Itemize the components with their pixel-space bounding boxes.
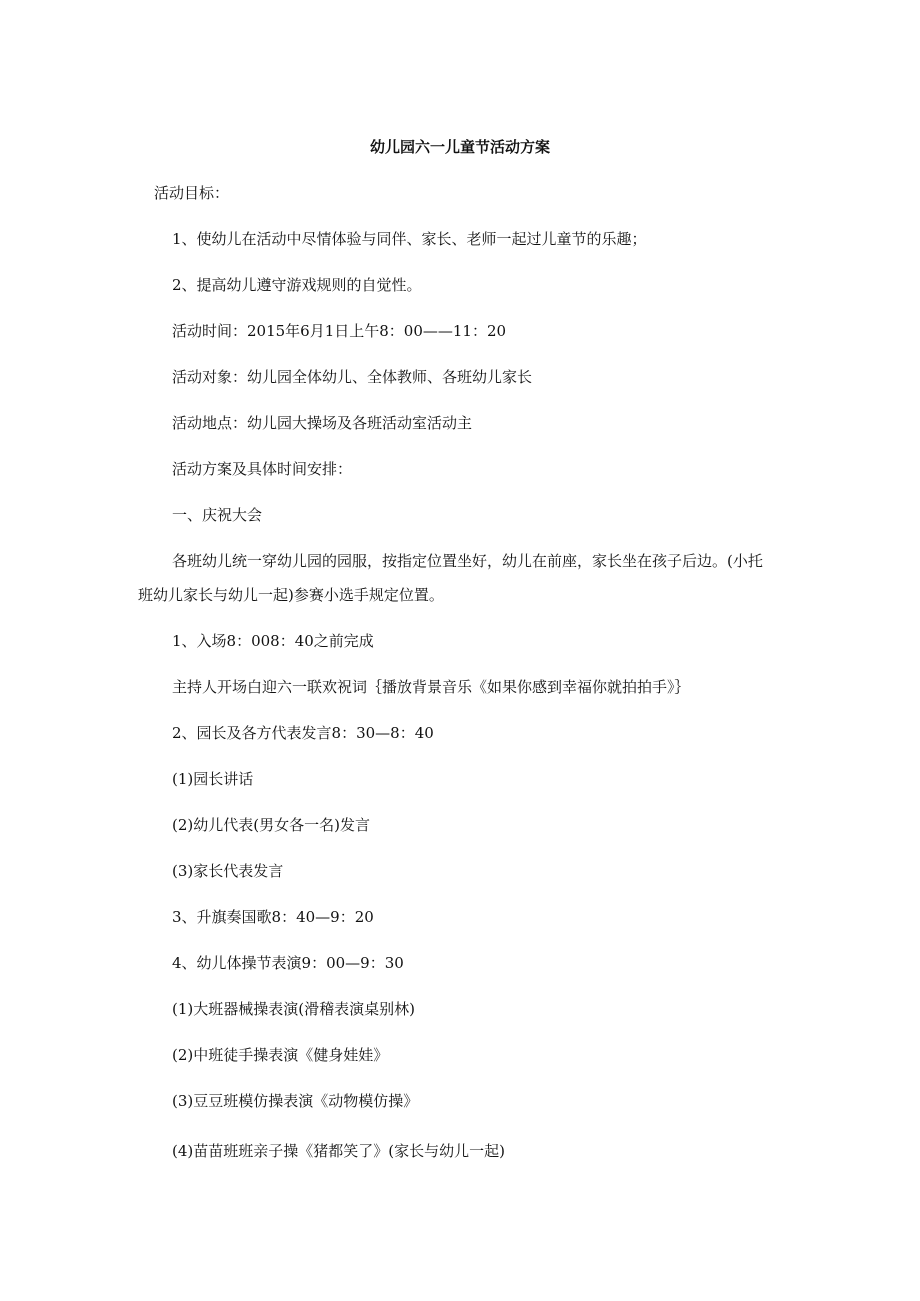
sub-item-4-3: (3)豆豆班模仿操表演《动物模仿操》 <box>172 1092 419 1110</box>
host-opening: 主持人开场白迎六一联欢祝词｛播放背景音乐《如果你感到幸福你就拍拍手》｝ <box>172 678 690 696</box>
activity-time: 活动时间：2015年6月1日上午8：00——11：20 <box>172 322 507 340</box>
activity-location: 活动地点：幼儿园大操场及各班活动室活动主 <box>172 414 473 432</box>
section-heading-1: 一、庆祝大会 <box>172 506 263 524</box>
sub-item-2-2: (2)幼儿代表(男女各一名)发言 <box>172 816 370 834</box>
sub-item-4-1: (1)大班器械操表演(滑稽表演桌别林) <box>172 1000 415 1018</box>
goal-heading: 活动目标： <box>154 184 230 202</box>
paragraph-line-1: 各班幼儿统一穿幼儿园的园服，按指定位置坐好，幼儿在前座，家长坐在孩子后边。(小托 <box>172 552 763 570</box>
schedule-item-2: 2、园长及各方代表发言8：30—8：40 <box>172 724 434 742</box>
schedule-item-3: 3、升旗奏国歌8：40—9：20 <box>172 908 374 926</box>
paragraph-line-2: 班幼儿家长与幼儿一起)参赛小选手规定位置。 <box>138 586 444 604</box>
plan-heading: 活动方案及具体时间安排： <box>172 460 353 478</box>
schedule-item-1: 1、入场8：008：40之前完成 <box>172 632 374 650</box>
schedule-item-4: 4、幼儿体操节表演9：00—9：30 <box>172 954 404 972</box>
activity-audience: 活动对象：幼儿园全体幼儿、全体教师、各班幼儿家长 <box>172 368 533 386</box>
document-title: 幼儿园六一儿童节活动方案 <box>369 138 550 156</box>
sub-item-2-1: (1)园长讲话 <box>172 770 254 788</box>
sub-item-2-3: (3)家长代表发言 <box>172 862 284 880</box>
goal-item-2: 2、提高幼儿遵守游戏规则的自觉性。 <box>172 276 422 294</box>
sub-item-4-2: (2)中班徒手操表演《健身娃娃》 <box>172 1046 389 1064</box>
goal-item-1: 1、使幼儿在活动中尽情体验与同伴、家长、老师一起过儿童节的乐趣； <box>172 230 647 248</box>
sub-item-4-4: (4)苗苗班班亲子操《猪都笑了》(家长与幼儿一起) <box>172 1142 505 1160</box>
